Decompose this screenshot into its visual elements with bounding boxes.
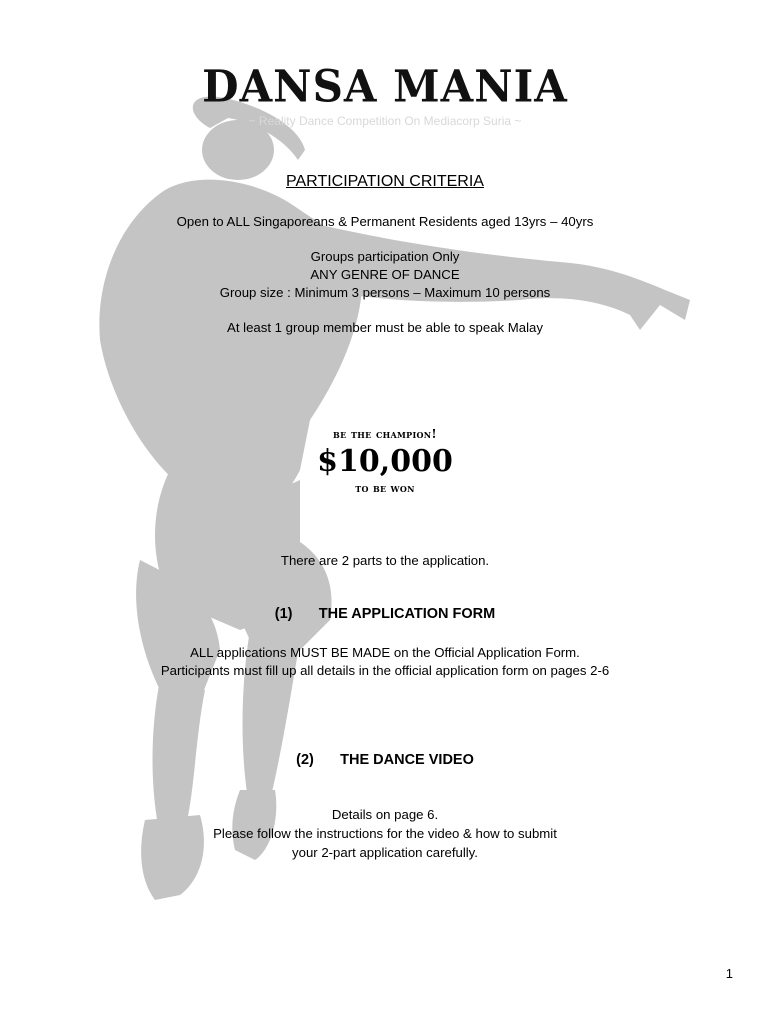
section-1-number: (1): [274, 606, 293, 622]
section-1-line: Participants must fill up all details in the official application form on pages 2-6: [160, 663, 610, 678]
criteria-heading: PARTICIPATION CRITERIA: [286, 173, 484, 190]
prize-suffix: to be won: [355, 482, 415, 495]
eligibility-text: Open to ALL Singaporeans & Permanent Residents aged 13yrs – 40yrs: [176, 214, 594, 229]
genre-text: ANY GENRE OF DANCE: [310, 267, 460, 282]
document-subtitle: ~ Reality Dance Competition On Mediacorp Suria ~: [248, 114, 522, 128]
section-2-line: your 2-part application carefully.: [292, 845, 478, 860]
section-1-heading: [0, 606, 770, 622]
application-intro: There are 2 parts to the application.: [280, 553, 490, 568]
document-title: DANSA MANIA: [202, 60, 568, 113]
section-1-title: THE APPLICATION FORM: [318, 606, 496, 622]
section-2-line: Please follow the instructions for the video & how to submit: [213, 826, 557, 841]
page-number: 1: [725, 966, 733, 981]
section-2-heading: [0, 752, 770, 768]
language-requirement-text: At least 1 group member must be able to speak Malay: [227, 320, 543, 335]
section-1-line: ALL applications MUST BE MADE on the Official Application Form.: [190, 645, 580, 660]
prize-amount: $10,000: [317, 444, 453, 479]
section-2-line: Details on page 6.: [331, 807, 439, 822]
section-2-title: THE DANCE VIDEO: [340, 752, 474, 768]
prize-tagline: be the champion!: [333, 427, 437, 441]
group-participation-text: Groups participation Only: [310, 249, 460, 264]
group-size-text: Group size : Minimum 3 persons – Maximum 10 persons: [219, 285, 551, 300]
section-2-number: (2): [296, 752, 314, 768]
